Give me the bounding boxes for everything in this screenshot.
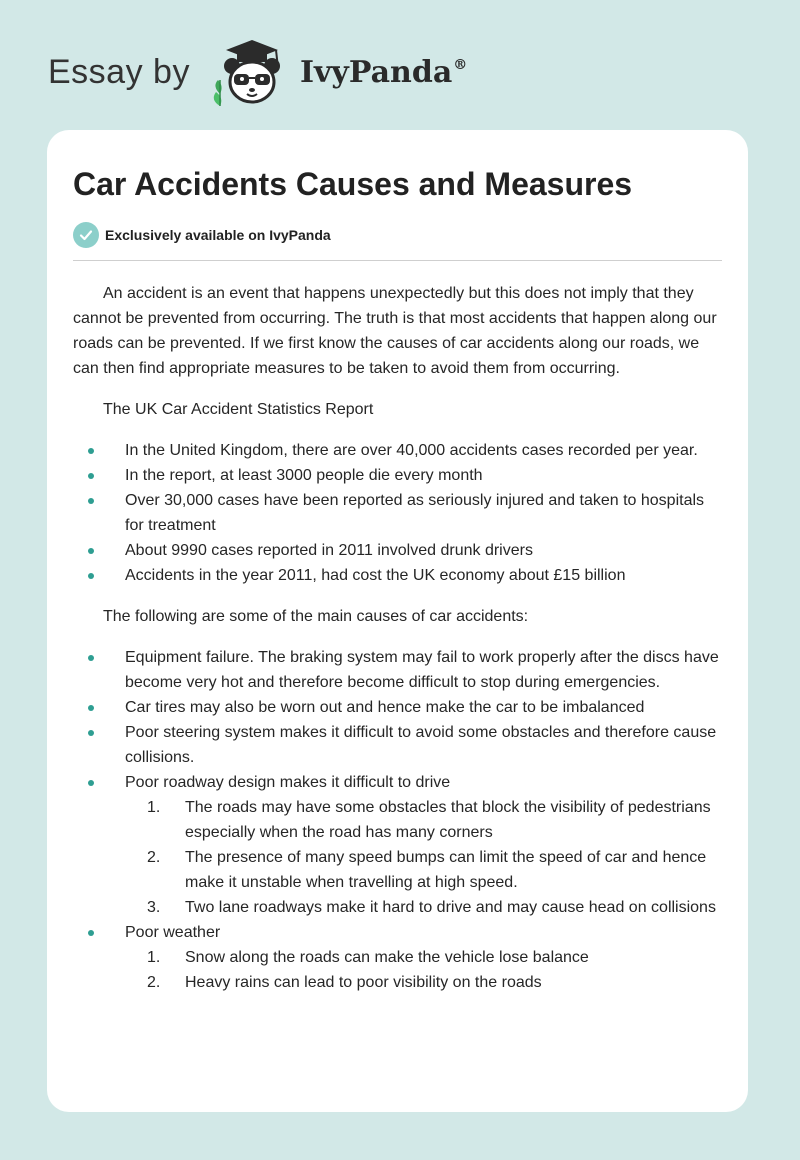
- weather-sublist: [125, 945, 722, 995]
- divider: [73, 260, 722, 261]
- list-item: Car tires may also be worn out and hence make the car to be imbalanced: [73, 695, 722, 720]
- exclusive-badge: [73, 222, 722, 248]
- brand-name: IvyPanda®: [299, 54, 468, 90]
- stats-heading: The UK Car Accident Statistics Report: [103, 401, 374, 418]
- sublist-item: 1. Snow along the roads can make the vehicle lose balance: [147, 949, 589, 966]
- sublist-item: 3. Two lane roadways make it hard to drive and may cause head on collisions: [147, 899, 716, 916]
- panda-logo-icon: [206, 36, 298, 108]
- brand-prefix: Essay by: [48, 52, 190, 91]
- badge-label: Exclusively available on IvyPanda: [105, 227, 331, 243]
- essay-body: [73, 281, 722, 995]
- list-item: Poor steering system makes it difficult to avoid some obstacles and therefore cause collisions.: [73, 720, 722, 770]
- list-item: Equipment failure. The braking system may fail to work properly after the discs have become very hot and therefore become difficult to stop during emergencies.: [73, 645, 722, 695]
- list-item-weather: [73, 920, 722, 995]
- causes-heading: The following are some of the main causes of car accidents:: [103, 608, 529, 625]
- list-item: In the report, at least 3000 people die every month: [73, 463, 722, 488]
- list-item-label: Poor weather: [125, 924, 221, 941]
- list-item: About 9990 cases reported in 2011 involved drunk drivers: [73, 538, 722, 563]
- sublist-item: 1. The roads may have some obstacles that block the visibility of pedestrians especially when the road has many corners: [147, 799, 711, 841]
- essay-card: [47, 130, 748, 1112]
- sublist-item: 2. Heavy rains can lead to poor visibility on the roads: [147, 974, 542, 991]
- intro-paragraph: An accident is an event that happens unexpectedly but this does not imply that they cannot be prevented from occurring. The truth is that most accidents that happen along our roads can be prevented. If we first know the causes of car accidents along our roads, we can then find appropriate measures to be taken to avoid them from occurring.: [73, 285, 717, 377]
- brand-header[interactable]: [48, 36, 467, 108]
- list-item: Over 30,000 cases have been reported as seriously injured and taken to hospitals for treatment: [73, 488, 722, 538]
- list-item-roadway: [73, 770, 722, 920]
- check-icon: [73, 222, 99, 248]
- list-item: Accidents in the year 2011, had cost the UK economy about £15 billion: [73, 563, 722, 588]
- roadway-sublist: [125, 795, 722, 920]
- list-item: In the United Kingdom, there are over 40,000 accidents cases recorded per year.: [73, 438, 722, 463]
- page-title: Car Accidents Causes and Measures: [73, 166, 633, 202]
- list-item-label: Poor roadway design makes it difficult to drive: [125, 774, 451, 791]
- sublist-item: 2. The presence of many speed bumps can limit the speed of car and hence make it unstable when travelling at high speed.: [147, 849, 707, 891]
- causes-list: [73, 645, 722, 995]
- stats-list: [73, 438, 722, 588]
